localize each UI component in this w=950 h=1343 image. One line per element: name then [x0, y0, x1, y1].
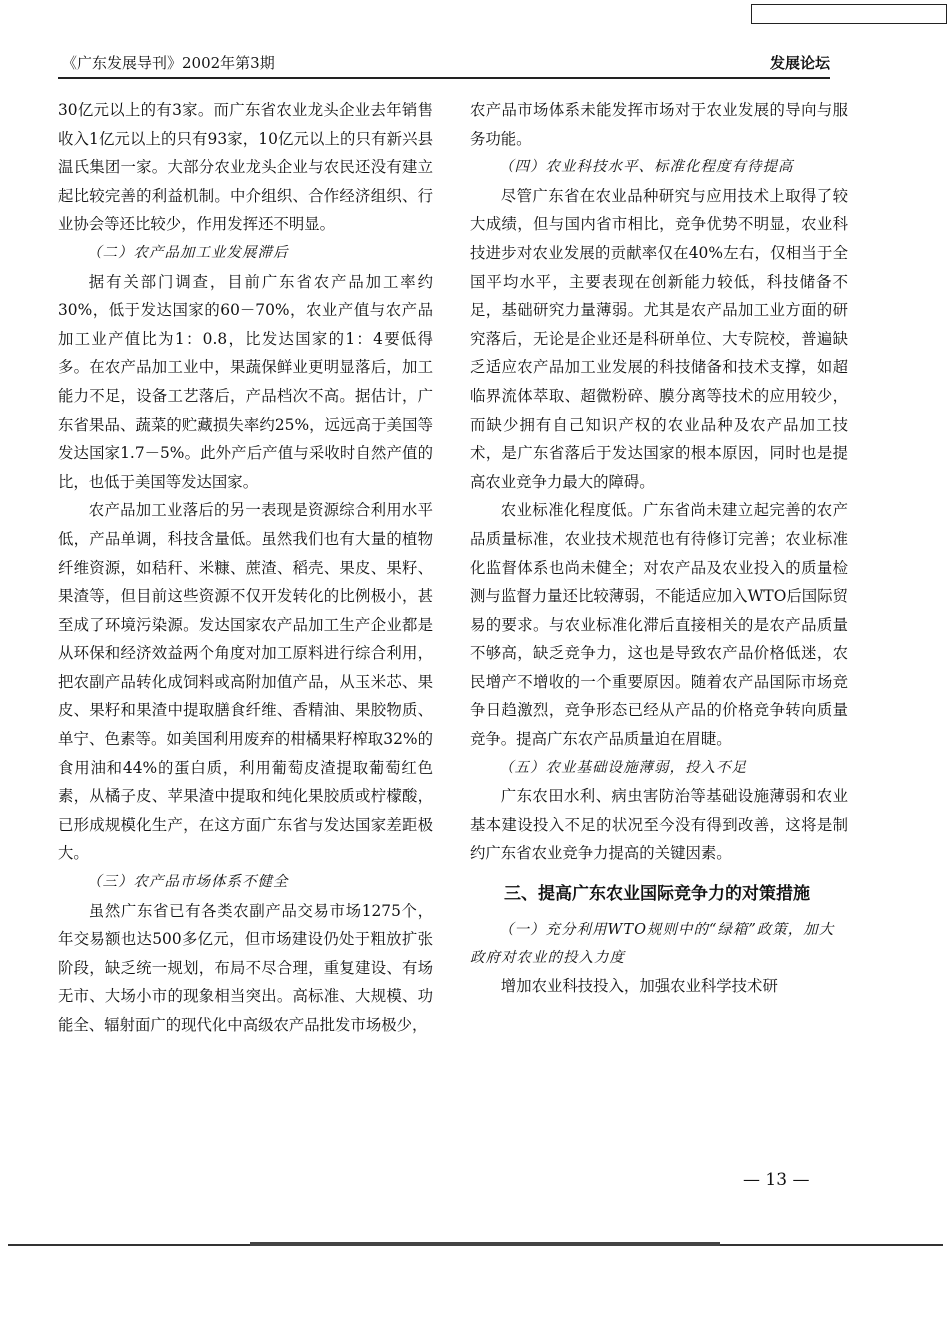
subheading: （二）农产品加工业发展滞后 [87, 244, 289, 261]
paragraph: 增加农业科技投入，加强农业科学技术研 [500, 977, 778, 996]
subheading: （四）农业科技水平、标准化程度有待提高 [499, 159, 794, 176]
paragraph: 农业标准化程度低。广东省尚未建立起完善的农产品质量标准，农业技术规范也有待修订完善；农业标准化监督体系也尚未健全；对农产品及农业投入的质量检测与监督力量还比较薄弱，不能适应加入WTO后国际贸易的要求。与农业标准化滞后直接相关的是农产品质量不够高，缺乏竞争力，这也是导致农产品价格低迷，农民增产不增收的一个重要原因。随着农产品国际市场竞争日趋激烈，竞争形态已经从产品的价格竞争转向质量竞争。提高广东农产品质量迫在眉睫。 [470, 501, 848, 749]
subheading: （五）农业基础设施薄弱，投入不足 [499, 759, 747, 776]
paragraph: 农产品加工业落后的另一表现是资源综合利用水平低，产品单调，科技含量低。虽然我们也有大量的植物纤维资源，如秸秆、米糠、蔗渣、稻壳、果皮、果籽、果渣等，但目前这些资源不仅开发转化的比例极小，甚至成了环境污染源。发达国家农产品加工生产企业都是从环保和经济效益两个角度对加工原料进行综合利用，把农副产品转化成饲料或高附加值产品，从玉米芯、果皮、果籽和果渣中提取膳食纤维、香精油、果胶物质、单宁、色素等。如美国利用废弃的柑橘果籽榨取32%的食用油和44%的蛋白质，利用葡萄皮渣提取葡萄红色素，从橘子皮、苹果渣中提取和纯化果胶质或柠檬酸，已形成规模化生产，在这方面广东省与发达国家差距极大。 [58, 501, 433, 863]
section-header: 发展论坛 [769, 54, 830, 72]
paragraph: 广东农田水利、病虫害防治等基础设施薄弱和农业基本建设投入不足的状况至今没有得到改善，这将是制约广东省农业竞争力提高的关键因素。 [470, 787, 848, 863]
right-column [470, 96, 848, 1001]
paragraph-continued: 农产品市场体系未能发挥市场对于农业发展的导向与服务功能。 [470, 101, 848, 148]
left-column [58, 96, 433, 1040]
subheading: （三）农产品市场体系不健全 [87, 874, 289, 891]
paragraph-continued: 30亿元以上的有3家。而广东省农业龙头企业去年销售收入1亿元以上的只有93家，10亿元以上的只有新兴县温氏集团一家。大部分农业龙头企业与农民还没有建立起比较完善的利益机制。中介组织、合作经济组织、行业协会等还比较少，作用发挥还不明显。 [58, 101, 433, 234]
journal-header: 《广东发展导刊》2002年第3期 [62, 54, 275, 72]
header-rule [58, 77, 830, 79]
section-heading: 三、提高广东农业国际竞争力的对策措施 [504, 884, 810, 905]
paragraph: 据有关部门调查，目前广东省农产品加工率约30%，低于发达国家的60－70%，农业产值与农产品加工业产值比为1：0.8，比发达国家的1：4要低得多。在农产品加工业中，果蔬保鲜业更明显落后，加工能力不足，设备工艺落后，产品档次不高。据估计，广东省果品、蔬菜的贮藏损失率约25%，远远高于美国等发达国家1.7－5%。此外产后产值与采收时自然产值的比，也低于美国等发达国家。 [58, 272, 433, 491]
corner-box [751, 4, 947, 24]
paragraph: 尽管广东省在农业品种研究与应用技术上取得了较大成绩，但与国内省市相比，竞争优势不明显，农业科技进步对农业发展的贡献率仅在40%左右，仅相当于全国平均水平，主要表现在创新能力较低，科技储备不足，基础研究力量薄弱。尤其是农产品加工业方面的研究落后，无论是企业还是科研单位、大专院校，普遍缺乏适应农产品加工业发展的科技储备和技术支撑，如超临界流体萃取、超微粉碎、膜分离等技术的应用较少，而缺少拥有自己知识产权的农业品种及农产品加工技术，是广东省落后于发达国家的根本原因，同时也是提高农业竞争力最大的障碍。 [470, 186, 848, 491]
paragraph: 虽然广东省已有各类农副产品交易市场1275个，年交易额也达500多亿元，但市场建设仍处于粗放扩张阶段，缺乏统一规划，布局不尽合理，重复建设、有场无市、大场小市的现象相当突出。高标准、大规模、功能全、辐射面广的现代化中高级农产品批发市场极少， [58, 901, 433, 1034]
bottom-rule-thick [250, 1242, 720, 1246]
subheading: （一）充分利用WTO规则中的“绿箱”政策，加大政府对农业的投入力度 [470, 922, 835, 967]
page-number: — 13 — [743, 1170, 810, 1190]
